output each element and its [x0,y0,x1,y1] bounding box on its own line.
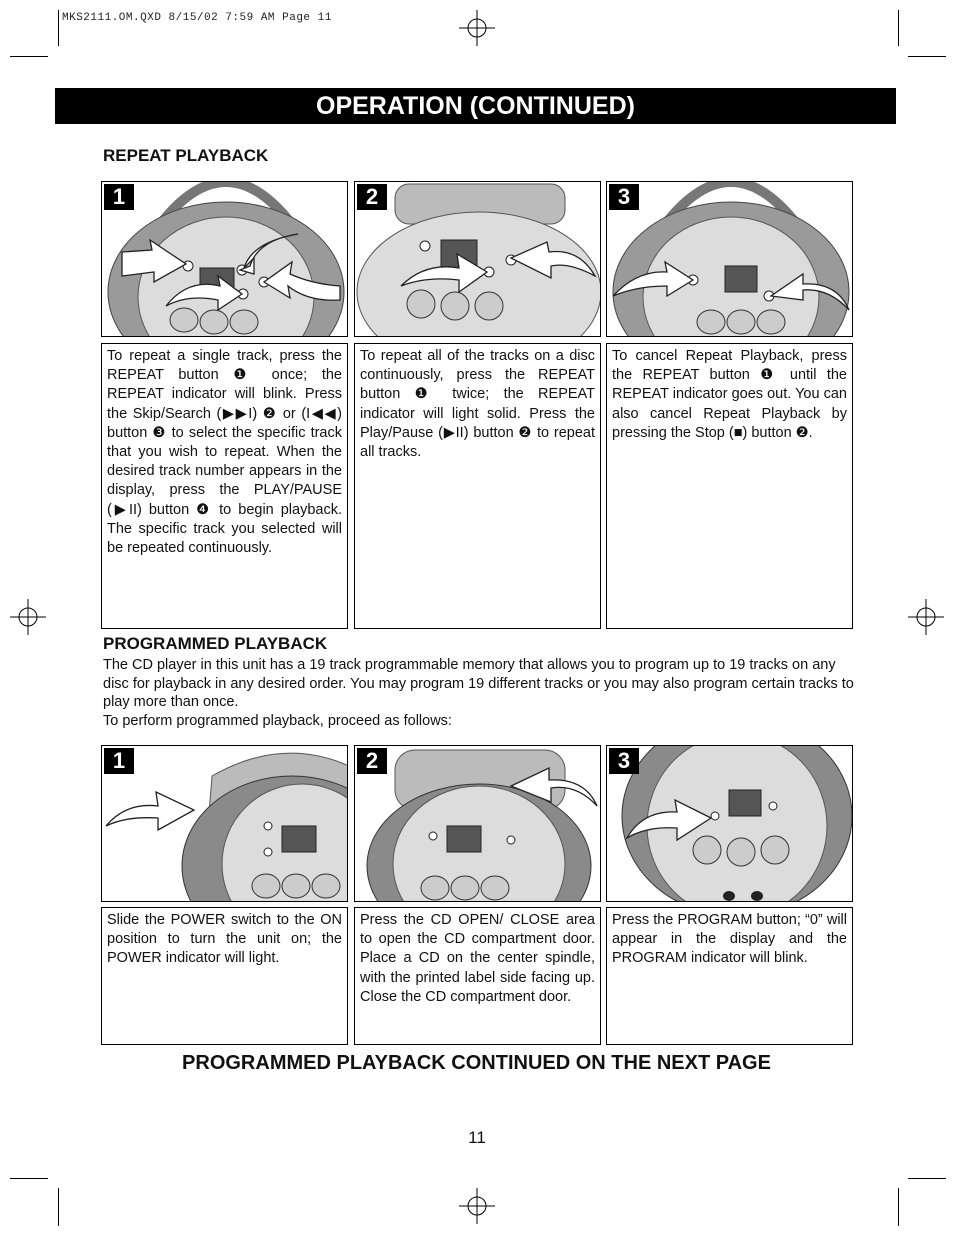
program-step-1-text: Slide the POWER switch to the ON position to turn the unit on; the POWER indicator will light. [101,907,348,1045]
boombox-illustration-icon [102,746,348,902]
repeat-playback-heading: REPEAT PLAYBACK [103,146,269,165]
crop-mark [58,1188,59,1226]
repeat-step-1-text: To repeat a single track, press the REPEAT button ❶ once; the REPEAT indicator will blink. Press the Skip/Search (▶▶I) ❷ or (I◀◀) button ❸ to select the specific track that you wish to repeat. When the desired track number appears in the display, press the PLAY/PAUSE (▶II) button ❹ to begin playback. The specific track you selected will be repeated continuously. [101,343,348,629]
step-number: 2 [357,184,387,210]
program-step-2-illustration [354,745,601,902]
crop-mark [58,10,59,46]
repeat-step-2-text: To repeat all of the tracks on a disc continuously, press the REPEAT button ❶ twice; the REPEAT indicator will light solid. Press the Play/Pause (▶II) button ❷ to repeat all tracks. [354,343,601,629]
step-number: 3 [609,748,639,774]
intro-paragraph: To perform programmed playback, proceed as follows: [103,712,452,729]
boombox-illustration-icon [607,182,853,337]
boombox-illustration-icon [355,746,601,902]
continued-note: PROGRAMMED PLAYBACK CONTINUED ON THE NEXT PAGE [182,1052,771,1074]
crop-mark [908,56,946,57]
crop-mark [898,1188,899,1226]
intro-paragraph: The CD player in this unit has a 19 track programmable memory that allows you to program up to 19 tracks on any disc for playback in any desired order. You may program 19 different tracks or you may also program certain tracks to play more than once. [103,657,854,710]
repeat-step-3-text: To cancel Repeat Playback, press the REPEAT button ❶ until the REPEAT indicator goes out. You can also cancel Repeat Playback by pressing the Stop (■) button ❷. [606,343,853,629]
boombox-illustration-icon [607,746,853,902]
step-number: 2 [357,748,387,774]
program-step-3-illustration [606,745,853,902]
repeat-step-2-illustration [354,181,601,337]
programmed-playback-heading: PROGRAMMED PLAYBACK [103,634,328,653]
step-number: 1 [104,184,134,210]
programmed-intro [103,656,863,730]
registration-mark-icon [457,1186,497,1226]
crop-mark [10,1178,48,1179]
file-header: MKS2111.OM.QXD 8/15/02 7:59 AM Page 11 [62,12,332,24]
crop-mark [908,1178,946,1179]
repeat-step-3-illustration [606,181,853,337]
program-step-3-text: Press the PROGRAM button; “0” will appear in the display and the PROGRAM indicator will blink. [606,907,853,1045]
crop-mark [10,56,48,57]
boombox-illustration-icon [102,182,348,337]
step-number: 3 [609,184,639,210]
crop-mark [898,10,899,46]
registration-mark-icon [906,597,946,637]
step-number: 1 [104,748,134,774]
page-number: 11 [468,1128,486,1147]
registration-mark-icon [457,8,497,48]
boombox-illustration-icon [355,182,601,337]
registration-mark-icon [8,597,48,637]
program-step-1-illustration [101,745,348,902]
repeat-step-1-illustration [101,181,348,337]
program-step-2-text: Press the CD OPEN/ CLOSE area to open the CD compartment door. Place a CD on the center spindle, with the printed label side facing up. Close the CD compartment door. [354,907,601,1045]
page-title: OPERATION (CONTINUED) [55,88,896,124]
